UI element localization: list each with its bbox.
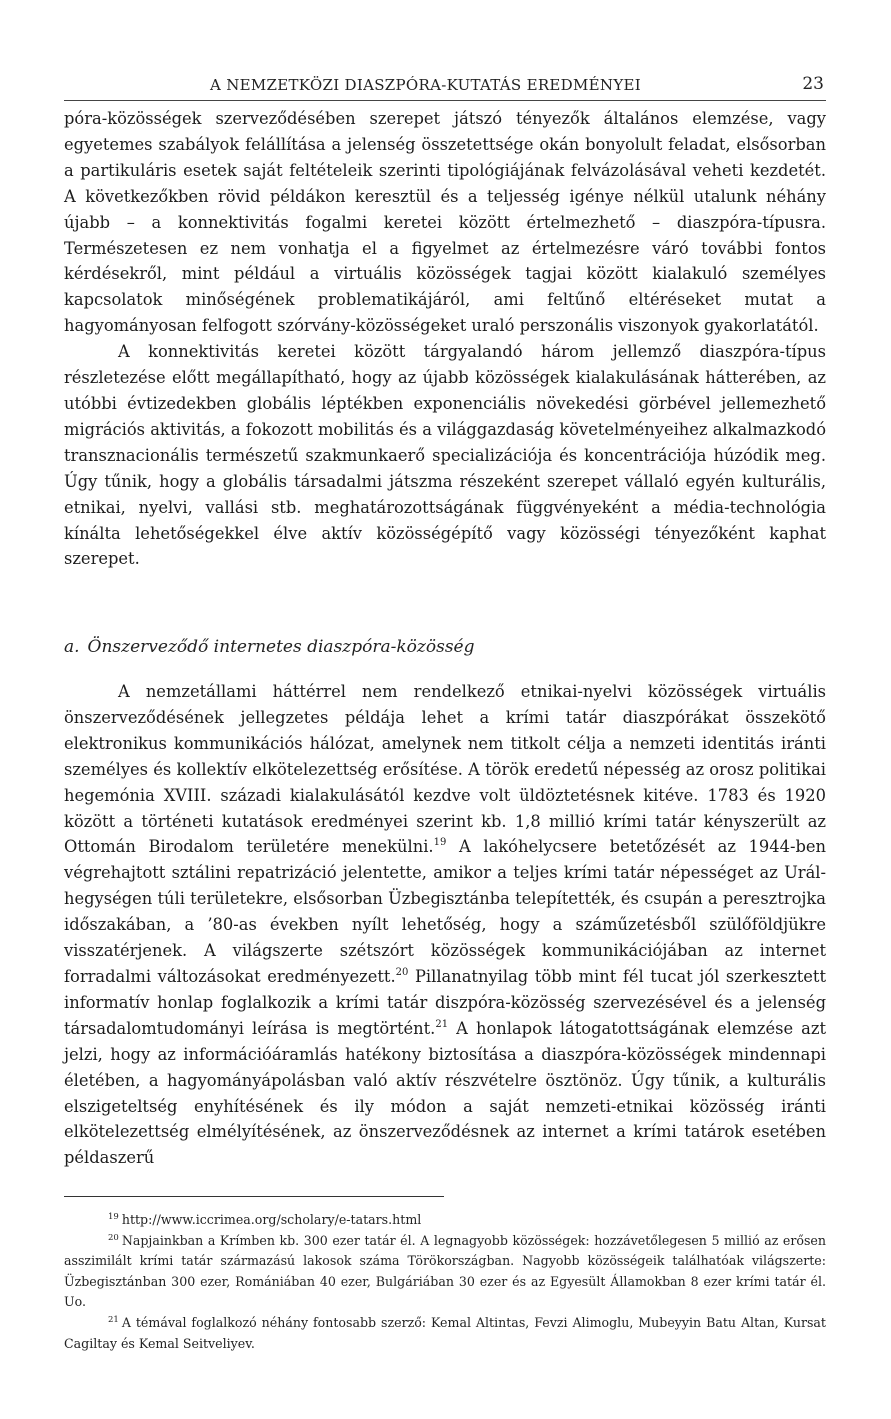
footnote-number: 19 bbox=[108, 1212, 119, 1222]
paragraph-3-part-b: A lakóhelycsere betetőzését az 1944-ben végrehajtott sztálini repatrizáció jelentette, amikor a teljes krími tatár népességet az Urál-hegységen túli területekre, elsősorban Üzbegisztánba telepítették, és csupán a peresztrojka időszakában, a ’80-as években nyílt lehetőség, hogy a száműzetésből szülőföldjükre visszatérjenek. A világszerte szétszórt közösségek kommunikációjában az internet forradalmi változásokat eredményezett. bbox=[64, 837, 827, 986]
footnote-20 bbox=[64, 1231, 826, 1313]
paragraph-3-part-d: A honlapok látogatottságának elemzése azt jelzi, hogy az információáramlás hatékony biztosítása a diaszpóra-közösségek mindennapi életében, a hagyományápolásban való aktív részvételre ösztönöz. Úgy tűnik, a kulturális elszigeteltség enyhítésének és ily módon a saját nemzeti-etnikai közösség iránti elkötelezettség elmélyítésének, az önszerveződésnek az internet a krími tatárok esetében példaszerű bbox=[64, 1018, 827, 1168]
running-title: A NEMZETKÖZI DIASZPÓRA-KUTATÁS EREDMÉNYEI bbox=[210, 76, 641, 94]
footnote-text: Napjainkban a Krímben kb. 300 ezer tatár él. A legnagyobb közösségek: hozzávetőlegesen 5 millió az erősen asszimilált krími tatár származású lakosok száma Törökországban. Nagyobb közösségeik találhatóak világszerte: Üzbegisztánban 300 ezer, Romániában 40 ezer, Bulgáriában 30 ezer és az Egyesült Államokban 8 ezer krími tatár él. Uo. bbox=[64, 1232, 826, 1310]
footnote-number: 20 bbox=[108, 1232, 119, 1243]
footnote-ref-19[interactable]: 19 bbox=[433, 837, 447, 849]
footnotes bbox=[64, 1210, 826, 1354]
footnote-divider bbox=[64, 1196, 444, 1197]
footnote-19 bbox=[64, 1210, 826, 1231]
section-letter: a. bbox=[64, 637, 80, 657]
main-text bbox=[64, 106, 826, 572]
paragraph-3 bbox=[64, 679, 826, 1171]
footnote-text: A témával foglalkozó néhány fontosabb szerző: Kemal Altintas, Fevzi Alimoglu, Mubeyyin Batu Altan, Kursat Cagiltay és Kemal Seitveliyev. bbox=[64, 1314, 826, 1351]
paragraph-1: póra-közösségek szerveződésében szerepet játszó tényezők általános elemzése, vagy egyetemes szabályok felállítása a jelenség összetettsége okán bonyolult feladat, elsősorban a partikuláris esetek saját feltételeik szerinti tipológiájának felvázolásával veheti kezdetét. A következőkben rövid példákon keresztül és a teljesség igénye nélkül utalunk néhány újabb – a konnektivitás fogalmi keretei között értelmezhető – diaszpóra-típusra. Természetesen ez nem vonhatja el a figyelmet az értelmezésre váró további fontos kérdésekről, mint például a virtuális közösségek tagjai között kialakuló személyes kapcsolatok minőségének problematikájáról, ami feltűnő eltéréseket mutat a hagyományosan felfogott szórvány-közösségeket uraló perszonális viszonyok gyakorlatától. bbox=[64, 109, 826, 336]
footnote-text[interactable]: http://www.iccrimea.org/scholary/e-tatars.html bbox=[121, 1212, 422, 1227]
page-number: 23 bbox=[802, 74, 824, 94]
section-title: Önszerveződő internetes diaszpóra-közösség bbox=[87, 637, 475, 657]
paragraph-3-part-c: Pillanatnyilag több mint fél tucat jól szerkesztett informatív honlap foglalkozik a krími tatár diszpóra-közösség szervezésével és a jelenség társadalomtudományi leírása is megtörtént. bbox=[64, 966, 826, 1038]
footnote-ref-21[interactable]: 21 bbox=[435, 1018, 449, 1030]
footnote-21 bbox=[64, 1313, 826, 1354]
running-header bbox=[64, 74, 826, 101]
footnote-number: 21 bbox=[108, 1314, 119, 1325]
paragraph-3-part-a: A nemzetállami háttérrel nem rendelkező etnikai-nyelvi közösségek virtuális önszerveződésének jellegzetes példája lehet a krími tatár diaszpórákat összekötő elektronikus kommunikációs hálózat, amelynek nem titkolt célja a nemzeti identitás iránti személyes és kollektív elkötelezettség erősítése. A török eredetű népesség az orosz politikai hegemónia XVIII. századi kialakulásától kezdve volt üldöztetésnek kitéve. 1783 és 1920 között a történeti kutatások eredményei szerint kb. 1,8 millió krími tatár kényszerült az Ottomán Birodalom területére menekülni. bbox=[64, 682, 826, 857]
footnote-ref-20[interactable]: 20 bbox=[395, 966, 409, 978]
paragraph-2: A konnektivitás keretei között tárgyalandó három jellemző diaszpóra-típus részletezése előtt megállapítható, hogy az újabb közösségek kialakulásának hátterében, az utóbbi évtizedekben globális léptékben exponenciális növekedési görbével jellemezhető migrációs aktivitás, a fokozott mobilitás és a világgazdaság követelményeihez alkalmazkodó transznacionális természetű szakmunkaerő specializációja és koncentrációja húzódik meg. Úgy tűnik, hogy a globális társadalmi játszma részeként szerepet vállaló egyén kulturális, etnikai, nyelvi, vallási stb. meghatározottságának függvényeként a média-technológia kínálta lehetőségekkel élve aktív közösségépítő vagy közösségi tényezőként kaphat szerepet. bbox=[64, 342, 826, 569]
section-text bbox=[64, 679, 826, 1171]
section-heading bbox=[64, 637, 826, 657]
